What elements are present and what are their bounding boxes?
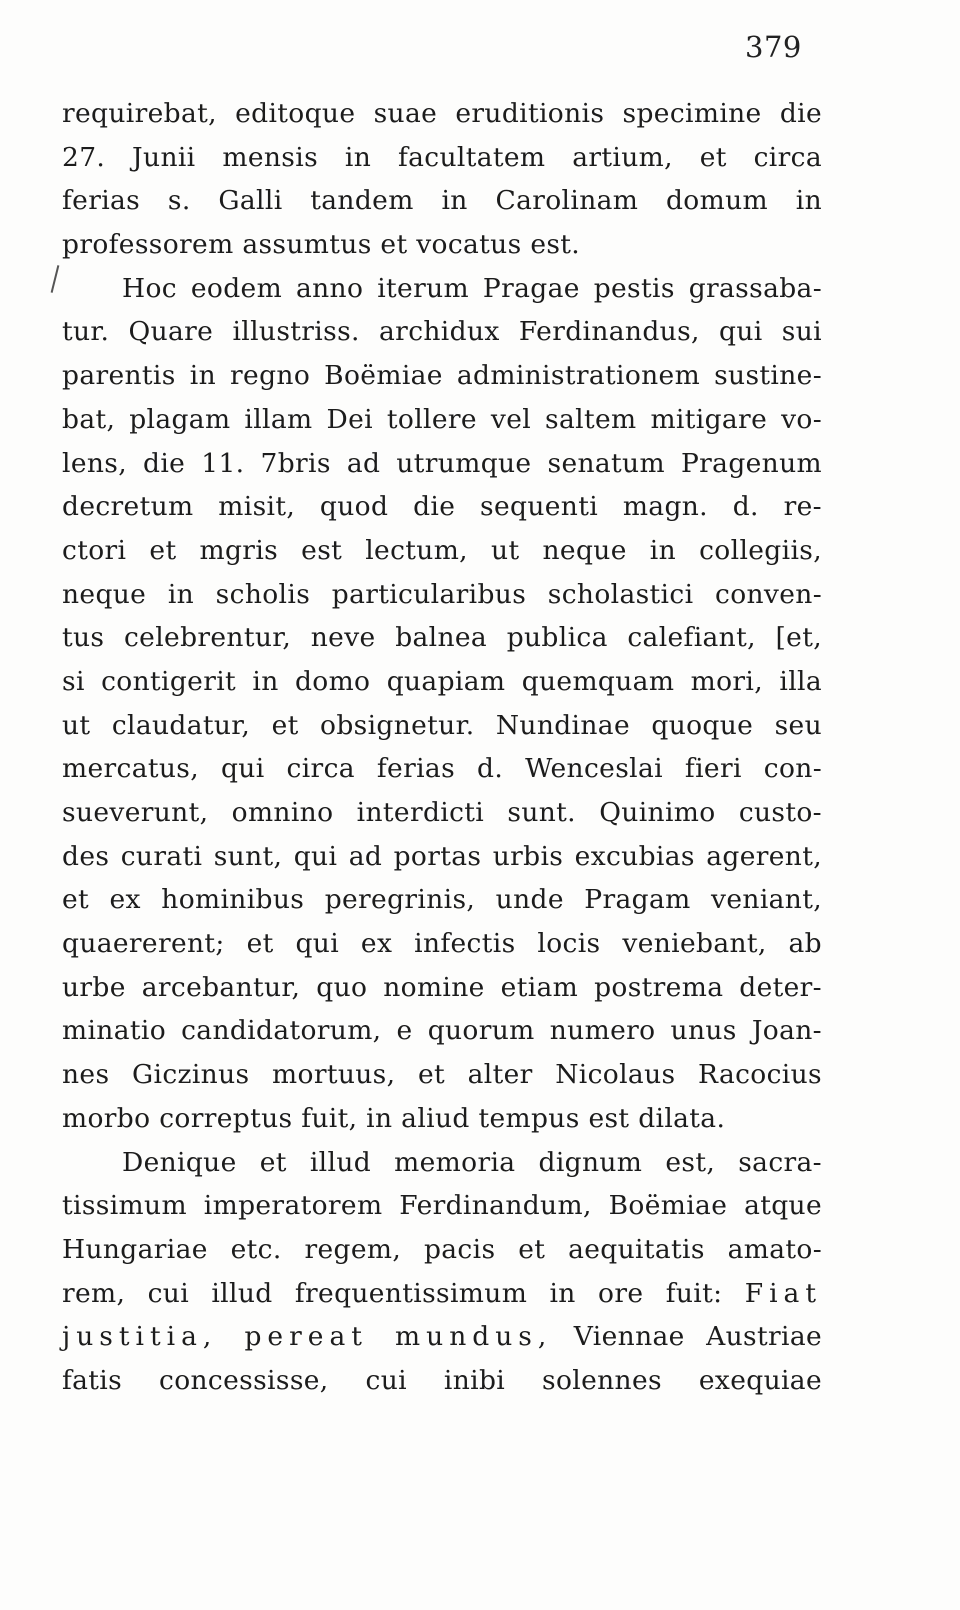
- text-line: et ex hominibus peregrinis, unde Pragam veniant,: [62, 884, 822, 916]
- motto-intro-text: rem, cui illud frequentissimum in ore fuit:: [62, 1277, 723, 1309]
- text-line: parentis in regno Boëmiae administrationem sustine-: [62, 360, 822, 392]
- margin-pencil-mark: [51, 265, 60, 293]
- text-line: ferias s. Galli tandem in Carolinam domum in: [62, 185, 822, 217]
- text-line: urbe arcebantur, quo nomine etiam postrema deter-: [62, 971, 822, 1003]
- text-line: professorem assumtus et vocatus est.: [62, 229, 581, 261]
- text-line: bat, plagam illam Dei tollere vel saltem mitigare vo-: [62, 403, 822, 435]
- motto-continuation: Viennae Austriae: [573, 1321, 823, 1353]
- text-line: tur. Quare illustriss. archidux Ferdinandus, qui sui: [62, 316, 822, 348]
- text-line: fatis concessisse, cui inibi solennes exequiae: [62, 1364, 822, 1396]
- text-line: des curati sunt, qui ad portas urbis excubias agerent,: [62, 840, 822, 872]
- text-line: ut claudatur, et obsignetur. Nundinae quoque seu: [62, 709, 822, 741]
- text-line: requirebat, editoque suae eruditionis specimine die: [62, 98, 822, 129]
- text-line: tissimum imperatorem Ferdinandum, Boëmiae atque: [62, 1190, 822, 1222]
- page-number: 379: [745, 30, 802, 64]
- text-line: sueverunt, omnino interdicti sunt. Quinimo custo-: [62, 797, 822, 828]
- text-line: si contigerit in domo quapiam quemquam mori, illa: [62, 665, 822, 697]
- motto-word: Fiat: [744, 1277, 822, 1309]
- text-line: nes Giczinus mortuus, et alter Nicolaus Racocius: [62, 1059, 822, 1091]
- text-line: 27. Junii mensis in facultatem artium, et circa: [62, 141, 822, 173]
- motto-line: [62, 1315, 822, 1359]
- text-line: quaererent; et qui ex infectis locis veniebant, ab: [62, 928, 822, 960]
- body-text: [62, 92, 822, 1403]
- text-line: neque in scholis particularibus scholastici conven-: [62, 578, 822, 610]
- paragraph-start-line: Hoc eodem anno iterum Pragae pestis grassaba-: [122, 272, 822, 304]
- text-line: ctori et mgris est lectum, ut neque in collegiis,: [62, 534, 822, 566]
- motto-text: justitia, pereat mundus,: [62, 1321, 553, 1353]
- text-line: tus celebrentur, neve balnea publica calefiant, [et,: [62, 622, 822, 654]
- text-line: lens, die 11. 7bris ad utrumque senatum Pragenum: [62, 447, 822, 479]
- motto-intro-line: [62, 1272, 822, 1316]
- text-line: minatio candidatorum, e quorum numero unus Joan-: [62, 1015, 822, 1047]
- text-line: mercatus, qui circa ferias d. Wenceslai fieri con-: [62, 753, 822, 785]
- text-line: decretum misit, quod die sequenti magn. d. re-: [62, 491, 822, 523]
- paragraph-start-line: Denique et illud memoria dignum est, sacra-: [122, 1146, 822, 1178]
- text-line: Hungariae etc. regem, pacis et aequitatis amato-: [62, 1233, 822, 1265]
- text-line: morbo correptus fuit, in aliud tempus est dilata.: [62, 1102, 726, 1134]
